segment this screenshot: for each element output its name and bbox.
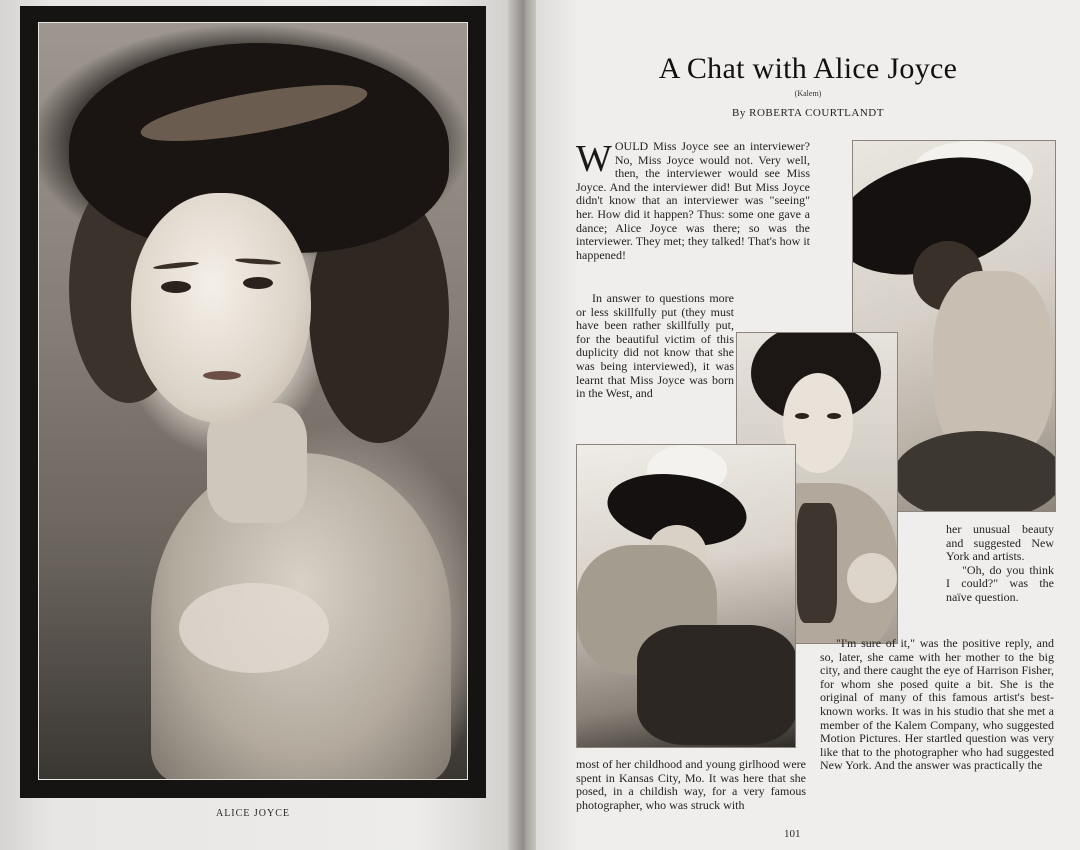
right-page (536, 0, 1080, 850)
paragraph-4: her unusual beauty and suggested New York and artists. (946, 522, 1054, 564)
left-page (0, 0, 522, 850)
article-column-right-wide (820, 637, 1054, 773)
paragraph-1: WOULD Miss Joyce see an interviewer? No, Miss Joyce would not. Very well, then, the interviewer would see Miss Joyce. And the interviewer did! But Miss Joyce didn't know that an interviewer was "seeing" her. How did it happen? Thus: some one gave a dance; Alice Joyce was there; so was the interviewer. They met; they talked! That's how it happened! (576, 138, 810, 262)
portrait-caption: ALICE JOYCE (215, 808, 291, 819)
drop-cap: W (576, 138, 612, 180)
article-column-right-narrow (946, 523, 1054, 605)
article-column-narrow (576, 292, 734, 401)
face-shape (131, 193, 311, 423)
photo-woman-seated-with-hat (576, 444, 796, 748)
paragraph-2: In answer to questions more or less skillfully put (they must have been rather skillfully put, for the beautiful victim of this duplicity did not know that she was being interviewed), it was learnt that Miss Joyce was born in the West, and (576, 291, 734, 401)
article-intro-column (576, 140, 810, 262)
page-number: 101 (784, 828, 801, 840)
portrait-photo (38, 22, 468, 780)
paragraph-3: most of her childhood and young girlhood were spent in Kansas City, Mo. It was here that she posed, in a childish way, for a very famous photographer, who was struck with (576, 757, 806, 812)
article-column-bottom-left (576, 758, 806, 812)
portrait-plate (20, 6, 486, 798)
article-subtitle: (Kalem) (794, 89, 822, 98)
byline-prefix: By (732, 107, 746, 119)
paragraph-5: "Oh, do you think I could?" was the naïve question. (946, 562, 1054, 604)
article-title: A Chat with Alice Joyce (658, 52, 958, 85)
author-name: ROBERTA COURTLANDT (749, 107, 884, 119)
paragraph-6: "I'm sure of it," was the positive reply, and so, later, she came with her mother to the big city, and there caught the eye of Harrison Fisher, for whom she posed quite a bit. She is the original of many of this famous artist's best-known works. It was in his studio that she met a member of the Kalem Company, who suggested Motion Pictures. Her startled question was very like that to the photographer who had suggested New York. And the answer was practically the (820, 636, 1054, 773)
byline (536, 107, 1080, 119)
